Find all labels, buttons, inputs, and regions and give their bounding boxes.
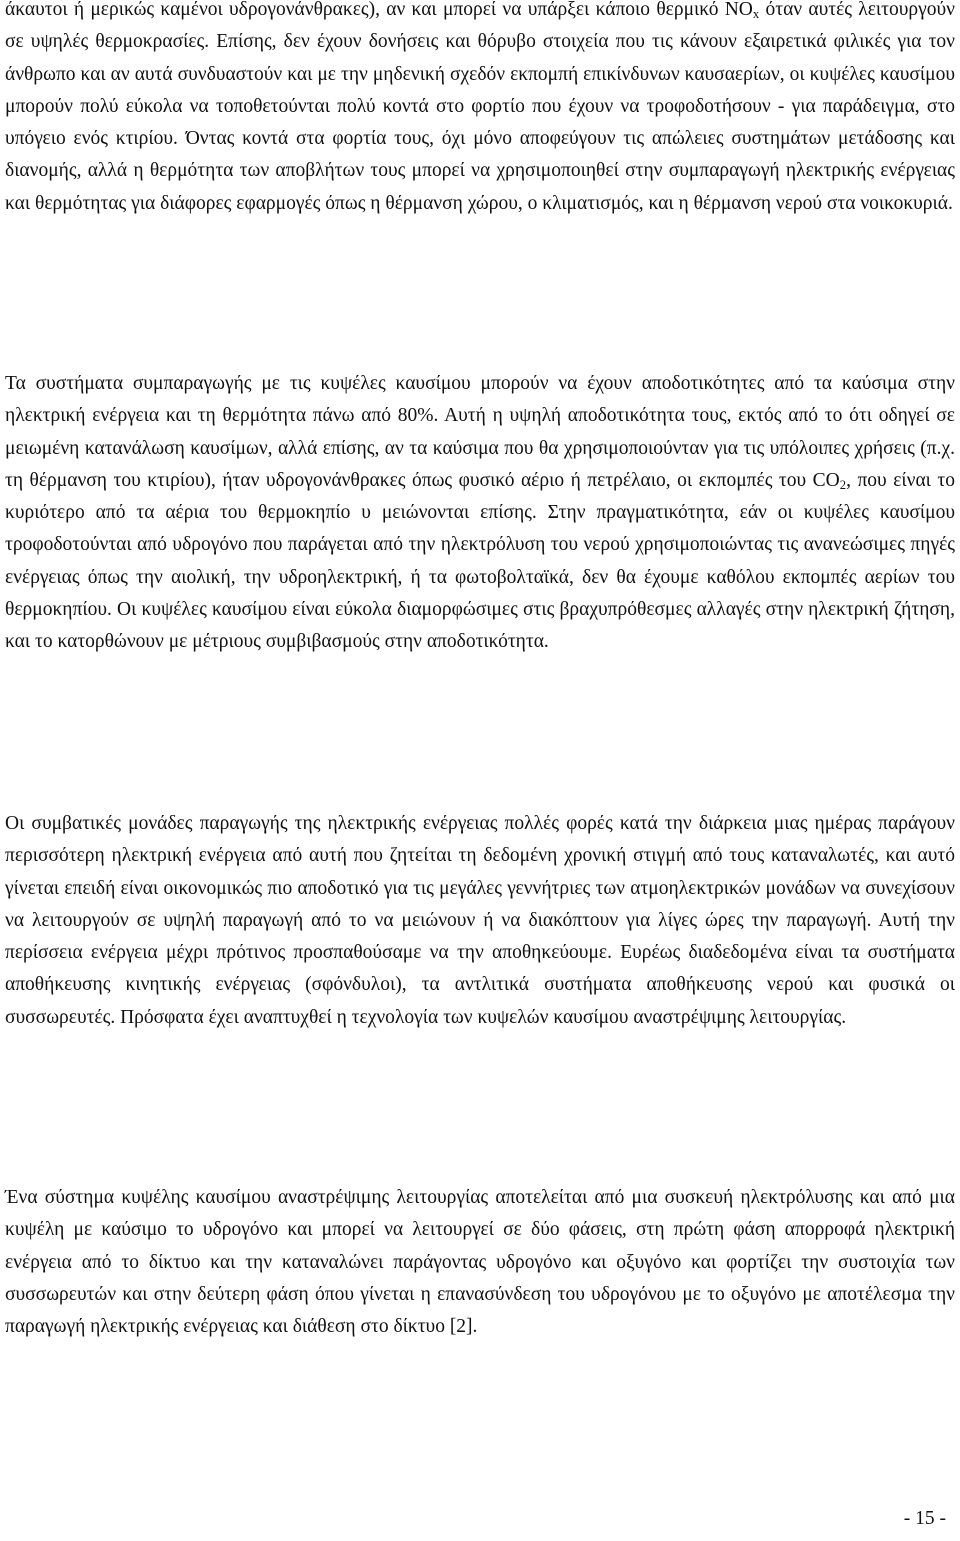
paragraph-text: όταν αυτές λειτουργούν σε υψηλές θερμοκρασίες. Επίσης, δεν έχουν δονήσεις και θόρυβο στοιχεία που τις κάνουν εξαιρετικά φιλικές για τον άνθρωπο και αν αυτά συνδυαστούν και με την μηδενική σχεδόν εκπομπή επικίνδυνων καυσαερίων, οι κυψέλες καυσίμου μπορούν πολύ εύκολα να τοποθετούνται πολύ κοντά στο φορτίο που έχουν να τροφοδοτήσουν - για παράδειγμα, στο υπόγειο ενός κτιρίου. Όντας κοντά στα φορτία τους, όχι μόνο αποφεύγουν τις απώλειες συστημάτων μετάδοσης και διανομής, αλλά η θερμότητα των αποβλήτων τους μπορεί να χρησιμοποιηθεί στην συμπαραγωγή ηλεκτρικής ενέργειας και θερμότητας για διάφορες εφαρμογές όπως η θέρμανση χώρου, ο κλιματισμός, και η θέρμανση νερού στα νοικοκυριά. (5, 0, 955, 214)
subscript-x: x (752, 7, 760, 22)
paragraph-cogeneration-efficiency (5, 368, 955, 659)
paragraph-text: Τα συστήματα συμπαραγωγής με τις κυψέλες καυσίμου μπορούν να έχουν αποδοτικότητες από τα καύσιμα στην ηλεκτρική ενέργεια και τη θερμότητα πάνω από 80%. Αυτή η υψηλή αποδοτικότητα τους, εκτός από το ότι οδηγεί σε μειωμένη κατανάλωση καυσίμων, αλλά επίσης, αν τα καύσιμα που θα χρησιμοποιούνταν για τις υπόλοιπες χρήσεις (π.χ. τη θέρμανση του κτιρίου), ήταν υδρογονάνθρακες όπως φυσικό αέριο ή πετρέλαιο, οι εκπομπές του CO (5, 373, 955, 491)
paragraph-text: , που είναι το κυριότερο από τα αέρια του θερμοκηπίο υ μειώνονται επίσης. Στην πραγματικότητα, εάν οι κυψέλες καυσίμου τροφοδοτούνται από υδρογόνο που παράγεται από την ηλεκτρόλυση του νερού χρησιμοποιώντας τις ανανεώσιμες πηγές ενέργειας όπως την αιολική, την υδροηλεκτρική, ή τα φωτοβολταϊκά, δεν θα έχουμε καθόλου εκπομπές αερίων του θερμοκηπίου. Οι κυψέλες καυσίμου είναι εύκολα διαμορφώσιμες στις βραχυπρόθεσμες αλλαγές στην ηλεκτρική ζήτηση, και το κατορθώνουν με μέτριους συμβιβασμούς στην αποδοτικότητα. (5, 469, 955, 653)
page-number: - 15 - (903, 1508, 946, 1529)
paragraph-reversible-fuel-cell: Ένα σύστημα κυψέλης καυσίμου αναστρέψιμης λειτουργίας αποτελείται από μια συσκευή ηλεκτρόλυσης και από μια κυψέλη με καύσιμο το υδρογόνο και μπορεί να λειτουργεί σε δύο φάσεις, στη πρώτη φάση απορροφά ηλεκτρική ενέργεια από το δίκτυο και την καταναλώνει παράγοντας υδρογόνο και οξυγόνο και φορτίζει την συστοιχία των συσσωρευτών και στην δεύτερη φάση όπου γίνεται η επανασύνδεση του υδρογόνου με το οξυγόνο με αποτέλεσμα την παραγωγή ηλεκτρικής ενέργειας και διάθεση στο δίκτυο [2]. (5, 1187, 955, 1338)
paragraph-conventional-power-units: Οι συμβατικές μονάδες παραγωγής της ηλεκτρικής ενέργειας πολλές φορές κατά την διάρκεια μιας ημέρας παράγουν περισσότερη ηλεκτρική ενέργεια από αυτή που ζητείται τη δεδομένη χρονική στιγμή από τους καταναλωτές, και αυτό γίνεται επειδή είναι οικονομικώς πιο αποδοτικό για τις μεγάλες γεννήτριες των ατμοηλεκτρικών μονάδων να συνεχίσουν να λειτουργούν σε υψηλή παραγωγή από το να μειώνουν ή να διακόπτουν για λίγες ώρες την παραγωγή. Αυτή την περίσσεια ενέργεια μέχρι πρότινος προσπαθούσαμε να την αποθηκεύουμε. Ευρέως διαδεδομένα είναι τα συστήματα αποθήκευσης κινητικής ενέργειας (σφόνδυλοι), τα αντλιτικά συστήματα αποθήκευσης νερού και φυσικά οι συσσωρευτές. Πρόσφατα έχει αναπτυχθεί η τεχνολογία των κυψελών καυσίμου αναστρέψιμης λειτουργίας. (5, 813, 955, 1028)
subscript-2: 2 (839, 478, 847, 493)
paragraph-text: άκαυτοι ή μερικώς καμένοι υδρογονάνθρακες), αν και μπορεί να υπάρξει κάποιο θερμικό NO (5, 0, 753, 20)
paragraph-fuel-cell-emissions (5, 0, 955, 220)
